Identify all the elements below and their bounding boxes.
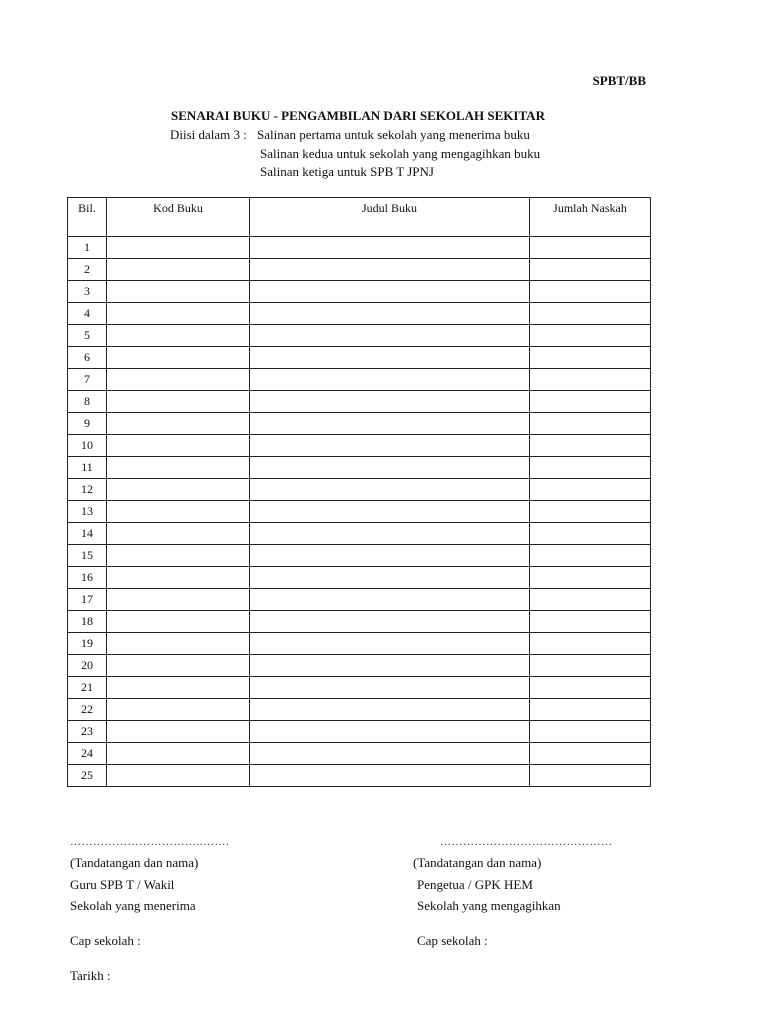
judul-buku-cell — [250, 699, 530, 721]
book-list-table — [67, 197, 651, 787]
jumlah-naskah-cell — [530, 347, 651, 369]
form-title: SENARAI BUKU - PENGAMBILAN DARI SEKOLAH SEKITAR — [171, 108, 545, 123]
table-row — [68, 765, 651, 787]
jumlah-naskah-cell — [530, 435, 651, 457]
jumlah-naskah-cell — [530, 281, 651, 303]
copy-note-3: Salinan ketiga untuk SPB T JPNJ — [260, 164, 434, 179]
row-number-cell: 10 — [68, 435, 107, 457]
judul-buku-cell — [250, 237, 530, 259]
jumlah-naskah-cell — [530, 567, 651, 589]
table-header-row — [68, 198, 651, 237]
row-number-cell: 12 — [68, 479, 107, 501]
judul-buku-cell — [250, 347, 530, 369]
right-signature-school: Sekolah yang mengagihkan — [417, 898, 561, 913]
kod-buku-cell — [107, 391, 250, 413]
table-row — [68, 523, 651, 545]
row-number-cell: 5 — [68, 325, 107, 347]
kod-buku-cell — [107, 303, 250, 325]
judul-buku-cell — [250, 765, 530, 787]
table-row — [68, 655, 651, 677]
jumlah-naskah-cell — [530, 413, 651, 435]
jumlah-naskah-cell — [530, 633, 651, 655]
judul-buku-cell — [250, 677, 530, 699]
table-row — [68, 457, 651, 479]
kod-buku-cell — [107, 259, 250, 281]
row-number-cell: 11 — [68, 457, 107, 479]
jumlah-naskah-cell — [530, 501, 651, 523]
header-bil: Bil. — [68, 198, 107, 237]
table-row — [68, 589, 651, 611]
jumlah-naskah-cell — [530, 721, 651, 743]
table-row — [68, 259, 651, 281]
kod-buku-cell — [107, 237, 250, 259]
header-kod-buku: Kod Buku — [107, 198, 250, 237]
judul-buku-cell — [250, 325, 530, 347]
copy-note-1: Salinan pertama untuk sekolah yang menerima buku — [257, 127, 530, 142]
judul-buku-cell — [250, 721, 530, 743]
row-number-cell: 3 — [68, 281, 107, 303]
form-code: SPBT/BB — [592, 73, 646, 88]
row-number-cell: 7 — [68, 369, 107, 391]
table-row — [68, 479, 651, 501]
judul-buku-cell — [250, 303, 530, 325]
row-number-cell: 16 — [68, 567, 107, 589]
table-row — [68, 413, 651, 435]
jumlah-naskah-cell — [530, 699, 651, 721]
jumlah-naskah-cell — [530, 303, 651, 325]
kod-buku-cell — [107, 501, 250, 523]
row-number-cell: 2 — [68, 259, 107, 281]
table-row — [68, 501, 651, 523]
judul-buku-cell — [250, 479, 530, 501]
kod-buku-cell — [107, 479, 250, 501]
kod-buku-cell — [107, 325, 250, 347]
judul-buku-cell — [250, 523, 530, 545]
jumlah-naskah-cell — [530, 523, 651, 545]
row-number-cell: 17 — [68, 589, 107, 611]
table-row — [68, 611, 651, 633]
date-label: Tarikh : — [70, 968, 111, 983]
right-signature-role: Pengetua / GPK HEM — [417, 877, 533, 892]
table-row — [68, 721, 651, 743]
jumlah-naskah-cell — [530, 237, 651, 259]
row-number-cell: 20 — [68, 655, 107, 677]
table-row — [68, 743, 651, 765]
row-number-cell: 21 — [68, 677, 107, 699]
kod-buku-cell — [107, 765, 250, 787]
right-signature-caption: (Tandatangan dan nama) — [413, 855, 542, 870]
table-row — [68, 347, 651, 369]
jumlah-naskah-cell — [530, 589, 651, 611]
table-row — [68, 545, 651, 567]
table-row — [68, 281, 651, 303]
row-number-cell: 24 — [68, 743, 107, 765]
left-stamp-label: Cap sekolah : — [70, 933, 141, 948]
judul-buku-cell — [250, 259, 530, 281]
judul-buku-cell — [250, 633, 530, 655]
kod-buku-cell — [107, 523, 250, 545]
judul-buku-cell — [250, 611, 530, 633]
table-row — [68, 303, 651, 325]
row-number-cell: 1 — [68, 237, 107, 259]
jumlah-naskah-cell — [530, 259, 651, 281]
judul-buku-cell — [250, 567, 530, 589]
table-row — [68, 699, 651, 721]
table-row — [68, 677, 651, 699]
jumlah-naskah-cell — [530, 391, 651, 413]
left-signature-dots: ……………………………..……. — [70, 836, 230, 848]
kod-buku-cell — [107, 655, 250, 677]
left-signature-role: Guru SPB T / Wakil — [70, 877, 175, 892]
row-number-cell: 15 — [68, 545, 107, 567]
kod-buku-cell — [107, 589, 250, 611]
row-number-cell: 22 — [68, 699, 107, 721]
jumlah-naskah-cell — [530, 743, 651, 765]
jumlah-naskah-cell — [530, 765, 651, 787]
table-row — [68, 325, 651, 347]
kod-buku-cell — [107, 721, 250, 743]
kod-buku-cell — [107, 413, 250, 435]
instruction-lead: Diisi dalam 3 : — [170, 127, 247, 142]
kod-buku-cell — [107, 435, 250, 457]
kod-buku-cell — [107, 457, 250, 479]
row-number-cell: 8 — [68, 391, 107, 413]
row-number-cell: 25 — [68, 765, 107, 787]
jumlah-naskah-cell — [530, 545, 651, 567]
row-number-cell: 13 — [68, 501, 107, 523]
judul-buku-cell — [250, 435, 530, 457]
judul-buku-cell — [250, 413, 530, 435]
row-number-cell: 19 — [68, 633, 107, 655]
kod-buku-cell — [107, 611, 250, 633]
right-stamp-label: Cap sekolah : — [417, 933, 488, 948]
table-row — [68, 391, 651, 413]
row-number-cell: 23 — [68, 721, 107, 743]
judul-buku-cell — [250, 743, 530, 765]
jumlah-naskah-cell — [530, 457, 651, 479]
judul-buku-cell — [250, 457, 530, 479]
header-judul-buku: Judul Buku — [250, 198, 530, 237]
kod-buku-cell — [107, 545, 250, 567]
row-number-cell: 14 — [68, 523, 107, 545]
kod-buku-cell — [107, 743, 250, 765]
kod-buku-cell — [107, 281, 250, 303]
jumlah-naskah-cell — [530, 677, 651, 699]
judul-buku-cell — [250, 545, 530, 567]
table-row — [68, 435, 651, 457]
judul-buku-cell — [250, 281, 530, 303]
table-row — [68, 369, 651, 391]
jumlah-naskah-cell — [530, 655, 651, 677]
table-row — [68, 633, 651, 655]
kod-buku-cell — [107, 677, 250, 699]
right-signature-dots: ……………………………………… — [440, 836, 613, 848]
kod-buku-cell — [107, 633, 250, 655]
row-number-cell: 6 — [68, 347, 107, 369]
table-row — [68, 237, 651, 259]
judul-buku-cell — [250, 501, 530, 523]
jumlah-naskah-cell — [530, 369, 651, 391]
jumlah-naskah-cell — [530, 479, 651, 501]
row-number-cell: 4 — [68, 303, 107, 325]
row-number-cell: 9 — [68, 413, 107, 435]
kod-buku-cell — [107, 567, 250, 589]
table-body — [68, 237, 651, 787]
table-row — [68, 567, 651, 589]
left-signature-school: Sekolah yang menerima — [70, 898, 196, 913]
judul-buku-cell — [250, 369, 530, 391]
jumlah-naskah-cell — [530, 325, 651, 347]
kod-buku-cell — [107, 699, 250, 721]
kod-buku-cell — [107, 369, 250, 391]
judul-buku-cell — [250, 655, 530, 677]
copy-note-2: Salinan kedua untuk sekolah yang mengagihkan buku — [260, 146, 541, 161]
header-jumlah-naskah: Jumlah Naskah — [530, 198, 651, 237]
row-number-cell: 18 — [68, 611, 107, 633]
judul-buku-cell — [250, 391, 530, 413]
jumlah-naskah-cell — [530, 611, 651, 633]
kod-buku-cell — [107, 347, 250, 369]
left-signature-caption: (Tandatangan dan nama) — [70, 855, 199, 870]
judul-buku-cell — [250, 589, 530, 611]
